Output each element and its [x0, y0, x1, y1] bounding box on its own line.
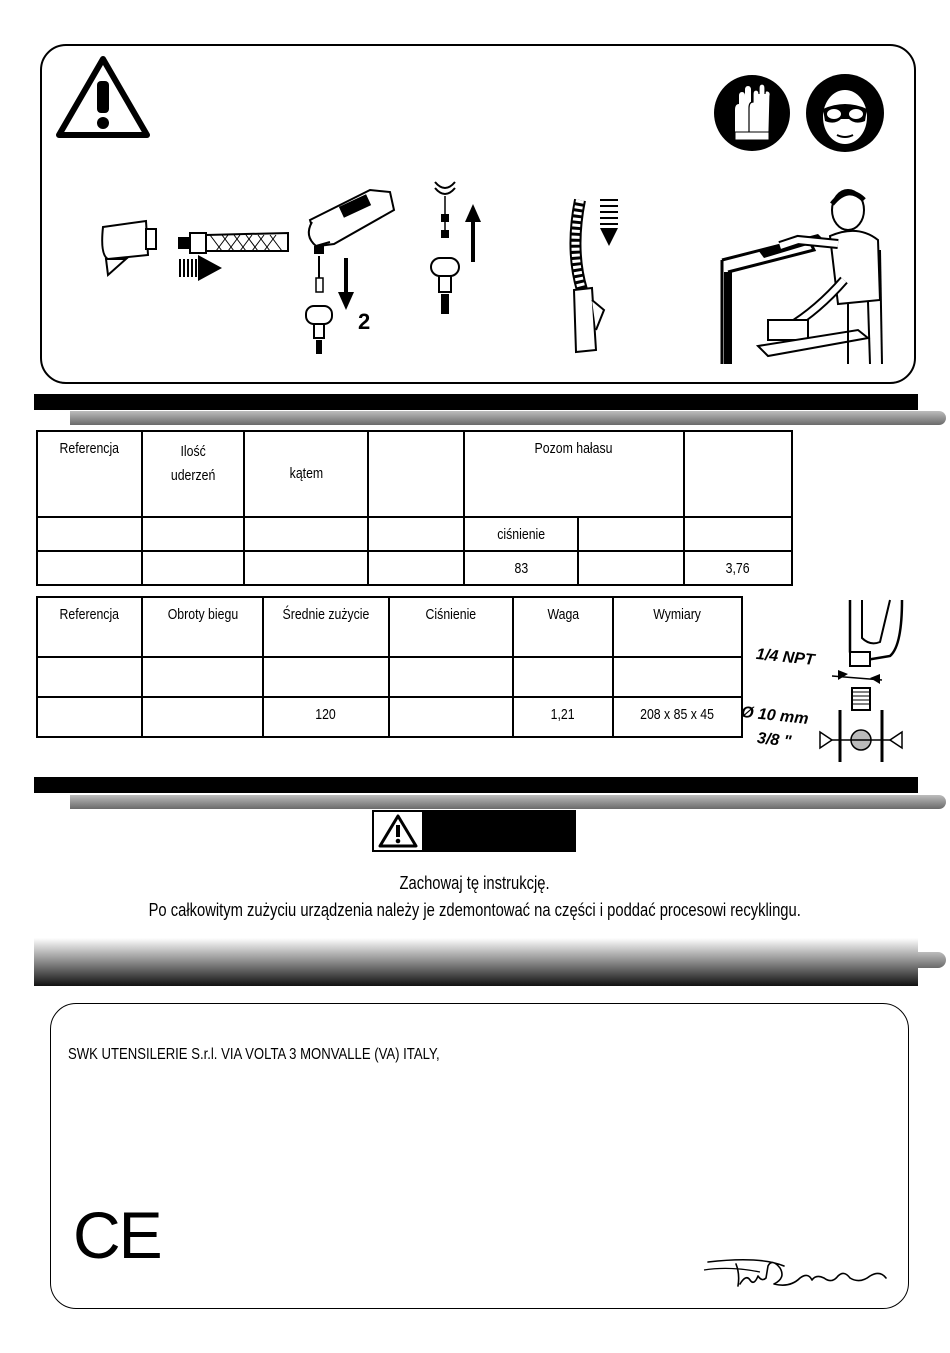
section-bar-1: [34, 394, 918, 410]
section-bar-1-shadow: [70, 411, 946, 425]
fitting-npt-label: 1/4 NPT: [755, 646, 816, 670]
specs-table-2: [36, 596, 743, 738]
ce-mark: CE: [73, 1198, 161, 1272]
t2-header-3: Ciśnienie: [389, 597, 513, 657]
fitting-inch-label: 3/8 ": [756, 730, 793, 751]
section-bar-2: [34, 777, 918, 793]
t1-data-2: [244, 551, 368, 585]
warning-small-icon: [374, 812, 422, 850]
t1-header-1: Ilość uderzeń: [142, 431, 244, 517]
step-number: 2: [358, 309, 371, 334]
t1-sub-1: [142, 517, 244, 551]
warning-triangle-icon: [55, 55, 151, 139]
t1-data-1: [142, 551, 244, 585]
hose-icon: [560, 190, 630, 360]
t1-sub-6: [684, 517, 792, 551]
t2-header-0: Referencja: [37, 597, 142, 657]
t2-header-4: Waga: [513, 597, 613, 657]
goggles-icon: [805, 73, 885, 153]
t1-data-6: 3,76: [684, 551, 792, 585]
fitting-diameter-label: Ø 10 mm: [740, 704, 810, 728]
t1-data-0: [37, 551, 142, 585]
worker-figure-icon: [718, 180, 898, 364]
t2-r2-5: 208 x 85 x 45: [613, 697, 742, 737]
notice-line-2: Po całkowitym zużyciu urządzenia należy je zdemontować na części i poddać procesowi recyklingu.: [148, 900, 802, 920]
t1-sub-5: [578, 517, 684, 551]
t2-r2-4: 1,21: [513, 697, 613, 737]
t2-r2-0: [37, 697, 142, 737]
signature-icon: [700, 1248, 900, 1298]
t2-header-5: Wymiary: [613, 597, 742, 657]
t2-header-1: Obroty biegu: [142, 597, 263, 657]
t2-r1-3: [389, 657, 513, 697]
specs-table-1: [36, 430, 793, 586]
t1-header-2: kątem: [244, 431, 368, 517]
t2-r1-1: [142, 657, 263, 697]
t2-r2-2: 120: [263, 697, 389, 737]
warning-banner: [372, 810, 576, 852]
t2-r2-3: [389, 697, 513, 737]
t1-sub-0: [37, 517, 142, 551]
t1-header-6: [684, 431, 792, 517]
t1-sub-4: ciśnienie: [464, 517, 578, 551]
t2-r1-2: [263, 657, 389, 697]
company-address: SWK UTENSILERIE S.r.l. VIA VOLTA 3 MONVALLE (VA) ITALY,: [68, 1046, 440, 1063]
t1-data-3: [368, 551, 464, 585]
air-fitting-diagram-icon: [810, 598, 920, 762]
t1-data-5: [578, 551, 684, 585]
t2-r1-5: [613, 657, 742, 697]
section-bar-2-shadow: [70, 795, 946, 809]
notice-line-1: Zachowaj tę instrukcję.: [399, 873, 551, 893]
t1-header-3: [368, 431, 464, 517]
warning-banner-icon-box: [374, 812, 422, 850]
t1-data-4: 83: [464, 551, 578, 585]
air-inlet-icon: [98, 215, 313, 285]
t1-sub-2: [244, 517, 368, 551]
t2-header-2: Średnie zużycie: [263, 597, 389, 657]
t1-header-0: Referencja: [37, 431, 142, 517]
t2-r1-0: [37, 657, 142, 697]
section-bar-3: [34, 938, 918, 986]
t1-header-noise: Pozom hałasu: [464, 431, 684, 517]
spring-assembly-icon: [425, 178, 495, 328]
t2-r2-1: [142, 697, 263, 737]
tool-head-icon: [300, 180, 400, 360]
t2-r1-4: [513, 657, 613, 697]
gloves-icon: [713, 74, 791, 152]
t1-sub-3: [368, 517, 464, 551]
